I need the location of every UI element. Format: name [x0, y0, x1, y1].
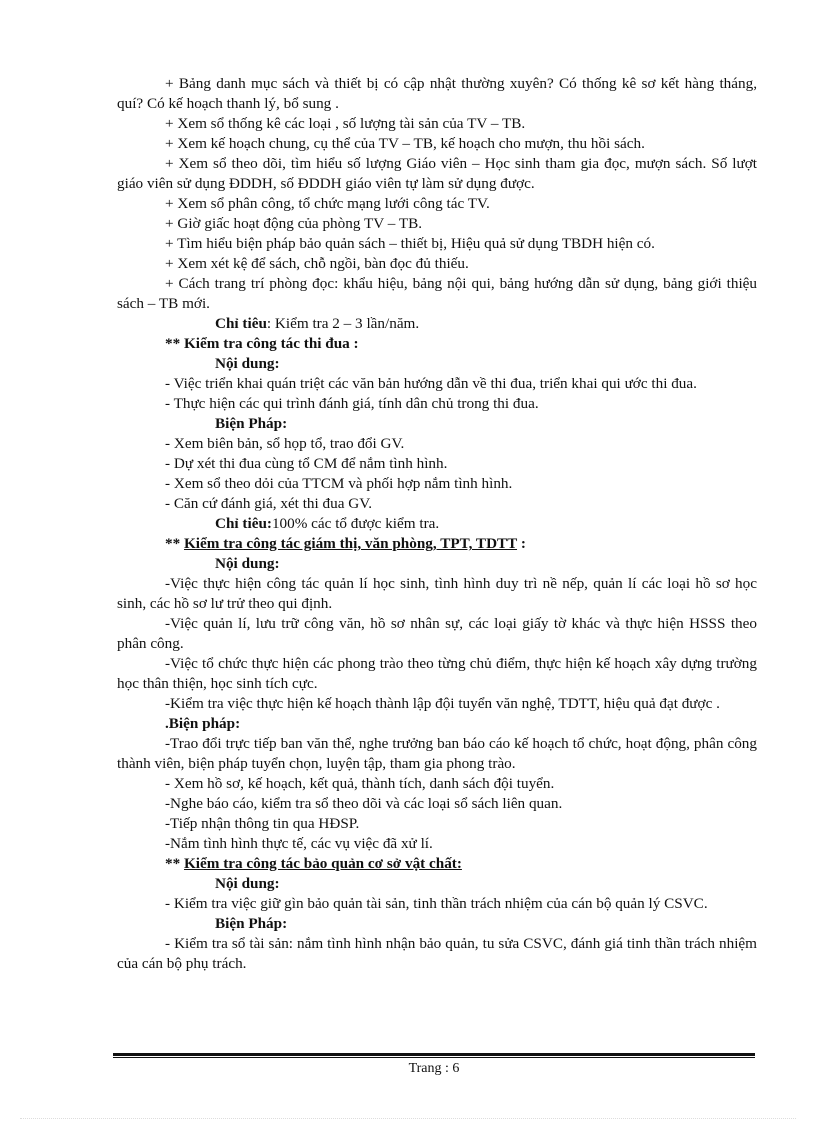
paragraph-text: Biện pháp:: [168, 715, 241, 732]
paragraph: [117, 714, 757, 734]
paragraph-text: - Xem biên bản, sổ họp tổ, trao đổi GV.: [165, 435, 405, 452]
paragraph: [117, 254, 757, 274]
paragraph-text: :: [517, 535, 526, 552]
paragraph-text: -Nắm tình hình thực tế, các vụ việc đã xử lí.: [165, 835, 433, 852]
paragraph: [117, 914, 757, 934]
paragraph-text: - Kiểm tra việc giữ gìn bảo quản tài sản, tinh thần trách nhiệm của cán bộ quản lý CSVC.: [165, 895, 708, 912]
paragraph: [117, 194, 757, 214]
paragraph-text: Biện Pháp:: [215, 415, 288, 432]
paragraph-text: 100% các tổ được kiểm tra.: [271, 515, 440, 532]
section-heading: Kiểm tra công tác bảo quản cơ sở vật chất:: [183, 855, 462, 872]
paragraph-text: **: [165, 535, 184, 552]
paragraph-text: - Xem hồ sơ, kế hoạch, kết quả, thành tích, danh sách đội tuyển.: [165, 775, 555, 792]
paragraph: [117, 114, 757, 134]
paragraph-text: -Việc thực hiện công tác quản lí học sinh, tình hình duy trì nề nếp, quản lí các loại hồ sơ học sinh, các hồ sơ lư trử theo qui định.: [117, 575, 757, 612]
section-heading: Kiểm tra công tác giám thị, văn phòng, TPT, TDTT: [183, 535, 518, 552]
paragraph: [117, 214, 757, 234]
paragraph: [117, 854, 757, 874]
paragraph-text: + Xem xét kệ để sách, chỗ ngồi, bàn đọc đủ thiếu.: [165, 255, 469, 272]
document-body: [117, 74, 757, 974]
paragraph: [117, 334, 757, 354]
paragraph-text: Nội dung:: [215, 875, 280, 892]
paragraph: [117, 874, 757, 894]
paragraph: [117, 794, 757, 814]
paragraph-text: + Xem sổ theo dõi, tìm hiểu số lượng Giáo viên – Học sinh tham gia đọc, mượn sách. Số lượt giáo viên sử dụng ĐDDH, số ĐDDH giáo viên tự làm sử dụng được.: [117, 155, 757, 192]
paragraph-text: + Giờ giấc hoạt động của phòng TV – TB.: [165, 215, 423, 232]
paragraph-text: - Xem sổ theo dỏi của TTCM và phối hợp nắm tình hình.: [165, 475, 513, 492]
paragraph-text: - Việc triển khai quán triệt các văn bản hướng dẫn về thi đua, triển khai qui ước thi đua.: [165, 375, 697, 392]
paragraph: [117, 374, 757, 394]
paragraph: [117, 314, 757, 334]
footer-divider: [113, 1053, 755, 1058]
paragraph-text: + Bảng danh mục sách và thiết bị có cập nhật thường xuyên? Có thống kê sơ kết hàng tháng, quí? Có kế hoạch thanh lý, bổ sung .: [117, 75, 757, 112]
paragraph: [117, 834, 757, 854]
paragraph: [117, 234, 757, 254]
paragraph: [117, 454, 757, 474]
paragraph: [117, 154, 757, 194]
paragraph: [117, 354, 757, 374]
paragraph-text: -Nghe báo cáo, kiểm tra sổ theo dõi và các loại sổ sách liên quan.: [165, 795, 563, 812]
paragraph: [117, 534, 757, 554]
paragraph: [117, 734, 757, 774]
paragraph: [117, 814, 757, 834]
paragraph-text: .: [165, 715, 169, 732]
paragraph-text: + Xem sổ phân công, tổ chức mạng lưới công tác TV.: [165, 195, 490, 212]
paragraph-text: + Tìm hiểu biện pháp bảo quản sách – thiết bị, Hiệu quả sử dụng TBDH hiện có.: [165, 235, 655, 252]
paragraph-text: - Thực hiện các qui trình đánh giá, tính dân chủ trong thi đua.: [165, 395, 539, 412]
criteria-label: Chỉ tiêu: [215, 315, 267, 332]
paragraph-text: ** Kiểm tra công tác thi đua :: [165, 335, 359, 352]
page-edge: [20, 1118, 796, 1119]
paragraph: [117, 654, 757, 694]
paragraph: [117, 934, 757, 974]
paragraph: [117, 74, 757, 114]
paragraph-text: **: [165, 855, 184, 872]
paragraph-text: Biện Pháp:: [215, 915, 288, 932]
paragraph-text: + Xem kế hoạch chung, cụ thể của TV – TB, kế hoạch cho mượn, thu hồi sách.: [165, 135, 645, 152]
paragraph: [117, 274, 757, 314]
paragraph: [117, 514, 757, 534]
paragraph-text: + Cách trang trí phòng đọc: khẩu hiệu, bảng nội qui, bảng hướng dẫn sử dụng, bảng giới thiệu sách – TB mới.: [117, 275, 757, 312]
paragraph-text: - Căn cứ đánh giá, xét thi đua GV.: [165, 495, 373, 512]
paragraph: [117, 894, 757, 914]
paragraph-text: - Kiểm tra sổ tài sản: nắm tình hình nhận bảo quản, tu sửa CSVC, đánh giá tinh thần trách nhiệm của cán bộ phụ trách.: [117, 935, 757, 972]
paragraph-text: Nội dung:: [215, 555, 280, 572]
paragraph-text: + Xem sổ thống kê các loại , số lượng tài sản của TV – TB.: [165, 115, 526, 132]
criteria-label: Chỉ tiêu:: [215, 515, 272, 532]
paragraph: [117, 394, 757, 414]
paragraph-text: -Việc quản lí, lưu trữ công văn, hồ sơ nhân sự, các loại giấy tờ khác và thực hiện HSSS theo phân công.: [117, 615, 757, 652]
paragraph: [117, 694, 757, 714]
paragraph-text: -Việc tổ chức thực hiện các phong trào theo từng chủ điểm, thực hiện kế hoạch xây dựng trường học thân thiện, học sinh tích cực.: [117, 655, 757, 692]
paragraph: [117, 414, 757, 434]
paragraph: [117, 134, 757, 154]
paragraph: [117, 614, 757, 654]
paragraph: [117, 554, 757, 574]
paragraph: [117, 774, 757, 794]
paragraph: [117, 494, 757, 514]
paragraph-text: Nội dung:: [215, 355, 280, 372]
paragraph-text: -Tiếp nhận thông tin qua HĐSP.: [165, 815, 360, 832]
paragraph: [117, 434, 757, 454]
paragraph-text: - Dự xét thi đua cùng tổ CM để nắm tình hình.: [165, 455, 448, 472]
paragraph: [117, 574, 757, 614]
page-number: Trang : 6: [408, 1061, 460, 1076]
paragraph-text: : Kiểm tra 2 – 3 lần/năm.: [266, 315, 420, 332]
paragraph-text: -Trao đổi trực tiếp ban văn thể, nghe trưởng ban báo cáo kế hoạch tổ chức, hoạt động, phân công thành viên, biện pháp tuyển chọn, luyện tập, tham gia phong trào.: [117, 735, 757, 772]
paragraph: [117, 474, 757, 494]
paragraph-text: -Kiểm tra việc thực hiện kế hoạch thành lập đội tuyển văn nghệ, TDTT, hiệu quả đạt được .: [165, 695, 720, 712]
